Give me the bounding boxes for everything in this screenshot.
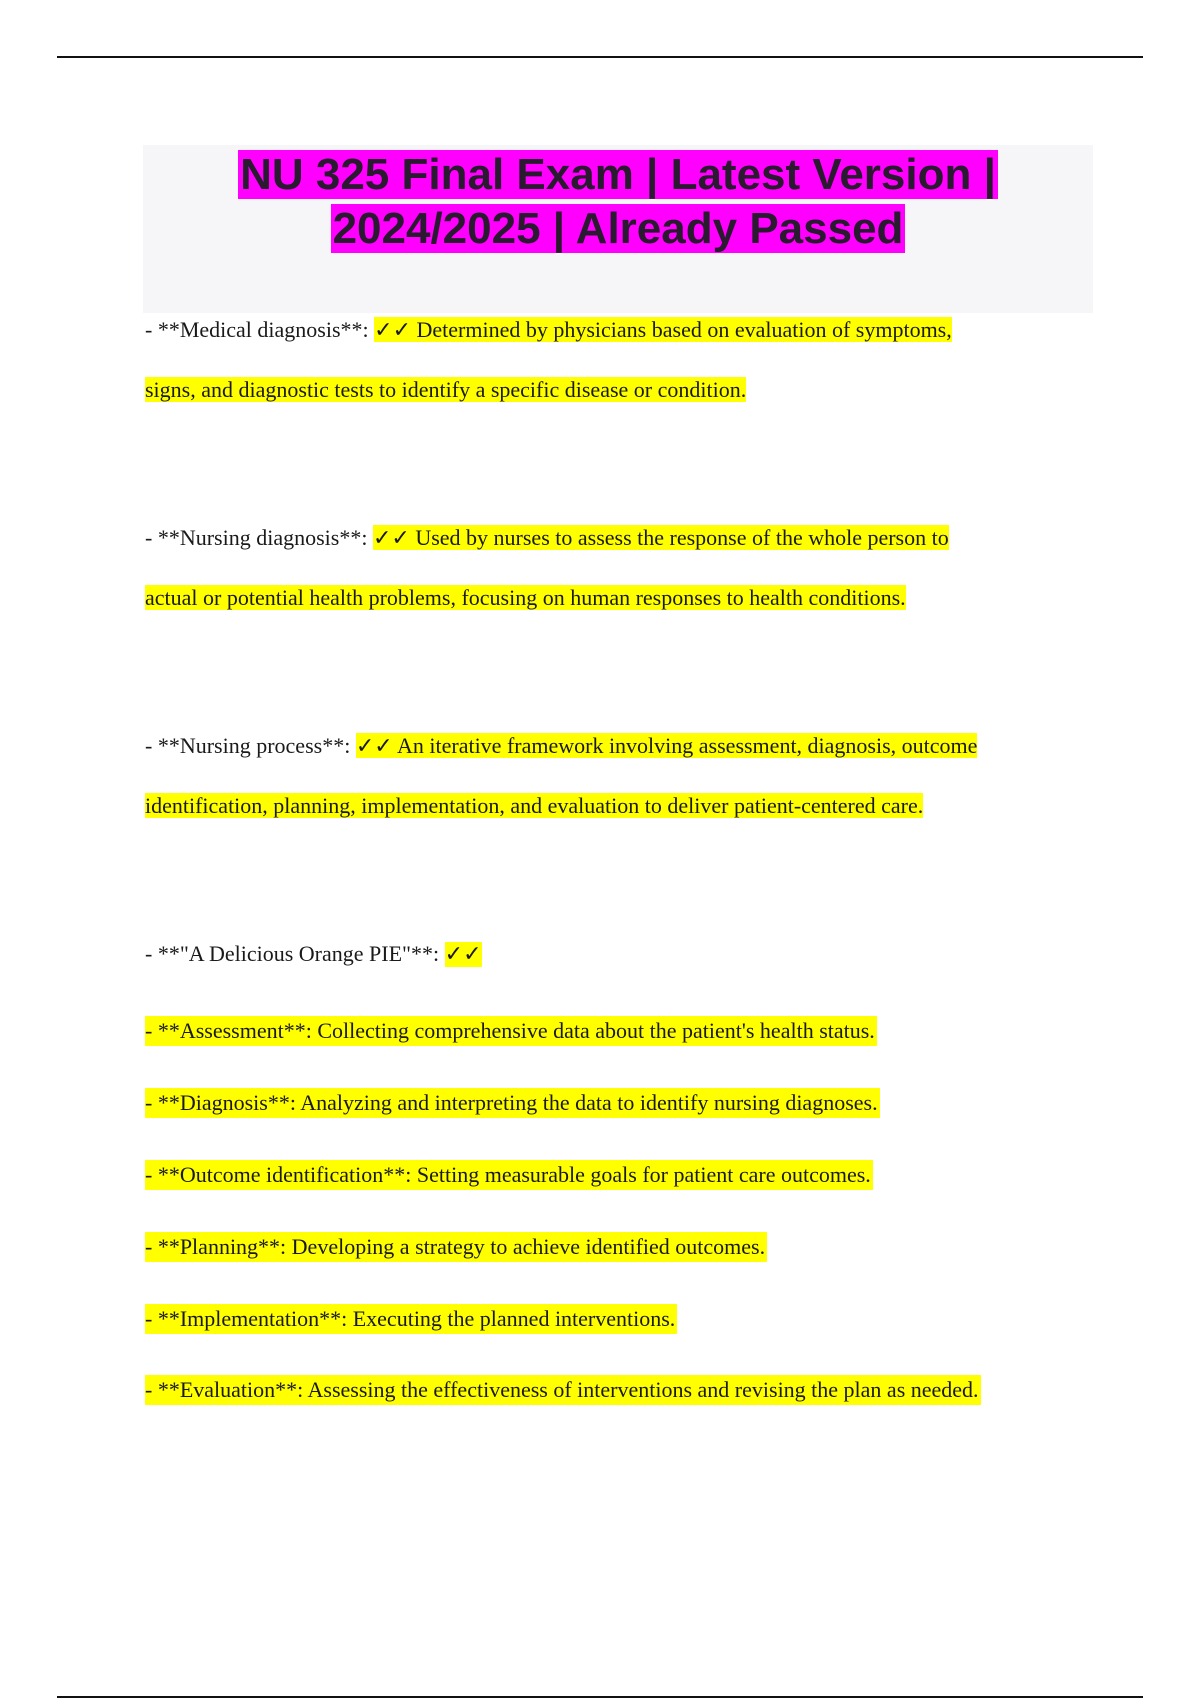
mnemonic-item-assessment: - **Assessment**: Collecting comprehensive data about the patient's health status. (145, 1016, 877, 1046)
double-check-icon: ✓✓ (374, 318, 412, 343)
entry-term: - **Nursing diagnosis**: (145, 525, 373, 550)
entry-answer-line-1: An iterative framework involving assessment, diagnosis, outcome (396, 733, 978, 758)
entry-nursing-process (145, 731, 977, 762)
mnemonic-heading (145, 939, 482, 970)
entry-answer-line-2: actual or potential health problems, focusing on human responses to health conditions. (145, 585, 906, 610)
double-check-icon: ✓✓ (372, 526, 410, 551)
mnemonic-term: - **"A Delicious Orange PIE"**: (145, 941, 445, 966)
entry-term: - **Medical diagnosis**: (145, 317, 375, 342)
double-check-icon: ✓✓ (444, 942, 482, 967)
entry-answer-line-2: signs, and diagnostic tests to identify a specific disease or condition. (145, 377, 747, 402)
entry-term: - **Nursing process**: (145, 733, 356, 758)
title-line-2: 2024/2025 | Already Passed (332, 204, 904, 253)
document-title (143, 148, 1093, 256)
mnemonic-item-outcome-identification: - **Outcome identification**: Setting measurable goals for patient care outcomes. (145, 1160, 873, 1190)
double-check-icon: ✓✓ (355, 734, 393, 759)
entry-answer-highlight (373, 525, 949, 550)
title-line-1: NU 325 Final Exam | Latest Version | (240, 150, 996, 199)
entry-medical-diagnosis (145, 315, 952, 346)
mnemonic-item-diagnosis: - **Diagnosis**: Analyzing and interpreting the data to identify nursing diagnoses. (145, 1088, 880, 1118)
entry-nursing-diagnosis-cont (145, 583, 906, 613)
entry-medical-diagnosis-cont (145, 375, 746, 405)
top-rule (57, 56, 1143, 58)
mnemonic-item-implementation: - **Implementation**: Executing the planned interventions. (145, 1304, 677, 1334)
entry-answer-highlight (356, 733, 978, 758)
mnemonic-item-planning: - **Planning**: Developing a strategy to achieve identified outcomes. (145, 1232, 767, 1262)
entry-answer-line-1: Determined by physicians based on evaluation of symptoms, (416, 317, 952, 342)
entry-answer-line-2: identification, planning, implementation, and evaluation to deliver patient-centered care. (145, 793, 924, 818)
entry-nursing-process-cont (145, 791, 923, 821)
entry-answer-line-1: Used by nurses to assess the response of the whole person to (415, 525, 949, 550)
bottom-rule (57, 1696, 1143, 1698)
mnemonic-item-evaluation: - **Evaluation**: Assessing the effectiveness of interventions and revising the plan as needed. (145, 1375, 981, 1405)
entry-answer-highlight (374, 317, 952, 342)
entry-nursing-diagnosis (145, 523, 949, 554)
